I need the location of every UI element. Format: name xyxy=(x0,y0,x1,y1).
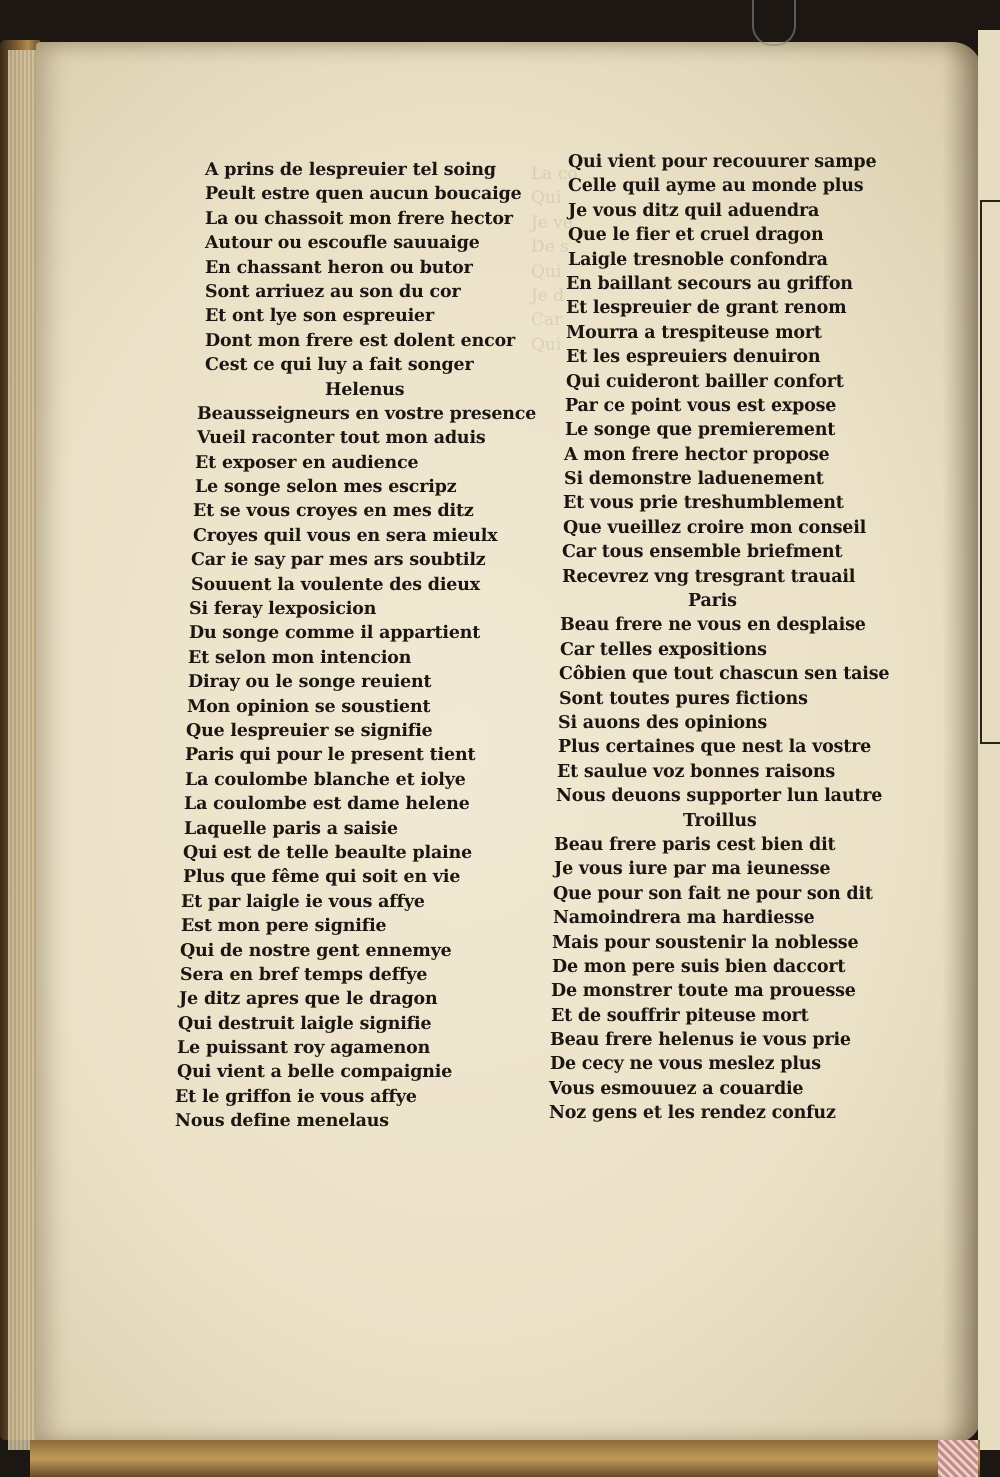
verse-line: De mon pere suis bien daccort xyxy=(552,956,846,977)
verse-line: Beau frere helenus ie vous prie xyxy=(550,1030,851,1051)
clip-marker xyxy=(752,0,796,46)
verse-line: Le puissant roy agamenon xyxy=(176,1038,431,1059)
headband-ribbon xyxy=(938,1440,978,1477)
verse-line: Et selon mon intencion xyxy=(187,647,412,668)
verse-line: Et ont lye son espreuier xyxy=(204,306,435,327)
verse-line: Beausseigneurs en vostre presence xyxy=(196,403,537,424)
left-text-column xyxy=(174,158,537,1134)
verse-line: Le songe selon mes escripz xyxy=(194,477,457,498)
verse-line: Si auons des opinions xyxy=(558,712,768,733)
verse-line: Nous deuons supporter lun lautre xyxy=(556,786,883,807)
verse-line: La coulombe blanche et iolye xyxy=(184,769,466,790)
verse-line: Qui cuideront bailler confort xyxy=(566,371,844,392)
verse-line: Je vous iure par ma ieunesse xyxy=(554,859,831,880)
verse-line: Vueil raconter tout mon aduis xyxy=(196,428,486,449)
verse-line: Plus que fême qui soit en vie xyxy=(182,867,461,888)
verse-line: Et de souffrir piteuse mort xyxy=(551,1005,809,1026)
verse-line: Mourra a trespiteuse mort xyxy=(566,322,822,343)
verse-line: Croyes quil vous en sera mieulx xyxy=(192,525,498,546)
verse-line: Par ce point vous est expose xyxy=(565,395,837,416)
verse-line: Et vous prie treshumblement xyxy=(563,493,844,514)
verse-line: Laquelle paris a saisie xyxy=(183,818,399,839)
verse-line: Qui vient a belle compaignie xyxy=(176,1062,453,1083)
verse-line: Du songe comme il appartient xyxy=(188,623,481,644)
verse-line: Si demonstre laduenement xyxy=(564,469,824,490)
verse-line: Qui de nostre gent ennemye xyxy=(179,940,452,961)
verse-line: De cecy ne vous meslez plus xyxy=(550,1054,821,1075)
book-bottom-edge xyxy=(30,1440,980,1477)
verse-line: Autour ou escoufle sauuaige xyxy=(204,233,480,254)
verse-line: Que lespreuier se signifie xyxy=(185,720,433,741)
verse-line: Et se vous croyes en mes ditz xyxy=(192,501,474,522)
verse-line: Sont toutes pures fictions xyxy=(559,688,808,709)
verse-line: Et le griffon ie vous affye xyxy=(174,1086,417,1107)
verse-line: Laigle tresnoble confondra xyxy=(568,249,828,270)
verse-line: Namoindrera ma hardiesse xyxy=(553,908,815,929)
verse-line: Plus certaines que nest la vostre xyxy=(558,737,872,758)
verse-line: Beau frere ne vous en desplaise xyxy=(560,615,866,636)
verse-line: Que vueillez croire mon conseil xyxy=(563,517,867,538)
verse-line: Mais pour soustenir la noblesse xyxy=(552,932,859,953)
verse-line: Côbien que tout chascun sen taise xyxy=(559,664,890,685)
verse-line: Si feray lexposicion xyxy=(188,599,377,620)
speaker-heading: Helenus xyxy=(324,379,405,400)
verse-line: Sont arriuez au son du cor xyxy=(204,281,461,302)
speaker-heading: Troillus xyxy=(683,810,757,831)
verse-line: Diray ou le songe reuient xyxy=(187,672,432,693)
verse-line: Je vous ditz quil aduendra xyxy=(568,200,820,221)
verse-line: Que pour son fait ne pour son dit xyxy=(553,883,873,904)
verse-line: Et les espreuiers denuiron xyxy=(566,347,821,368)
verse-line: Et saulue voz bonnes raisons xyxy=(557,761,836,782)
verse-line: Dont mon frere est dolent encor xyxy=(204,330,516,351)
verse-line: A mon frere hector propose xyxy=(564,444,830,465)
verse-line: Cest ce qui luy a fait songer xyxy=(204,355,474,376)
woodcut-frame xyxy=(980,200,1000,744)
verse-line: La coulombe est dame helene xyxy=(183,794,470,815)
verse-line: Je ditz apres que le dragon xyxy=(178,989,438,1010)
verse-line: Sera en bref temps deffye xyxy=(179,964,428,985)
verse-line: Et par laigle ie vous affye xyxy=(180,891,426,912)
verse-line: De monstrer toute ma prouesse xyxy=(551,981,856,1002)
show-through-text: La co Qui Je ve De s Qui Je d Car Qui xyxy=(531,164,578,355)
verse-line: Qui est de telle beaulte plaine xyxy=(182,842,473,863)
verse-line: Qui vient pour recouurer sampe xyxy=(568,152,877,172)
verse-line: Vous esmouuez a couardie xyxy=(549,1078,804,1099)
verse-line: En baillant secours au griffon xyxy=(566,273,853,294)
verse-line: Est mon pere signifie xyxy=(180,916,387,937)
verse-line: Souuent la voulente des dieux xyxy=(190,574,481,595)
verse-line: Et lespreuier de grant renom xyxy=(566,298,847,319)
verse-line: Noz gens et les rendez confuz xyxy=(549,1103,836,1124)
verse-line: Car ie say par mes ars soubtilz xyxy=(190,550,486,571)
verse-line: La ou chassoit mon frere hector xyxy=(204,208,513,229)
verse-line: Beau frere paris cest bien dit xyxy=(554,834,836,855)
verse-line: A prins de lespreuier tel soing xyxy=(204,160,497,180)
verse-line: En chassant heron ou butor xyxy=(204,257,473,278)
verse-line: Le songe que premierement xyxy=(565,420,836,441)
verse-line: Celle quil ayme au monde plus xyxy=(568,176,864,197)
verse-line: Qui destruit laigle signifie xyxy=(177,1013,432,1034)
gutter-shadow xyxy=(942,42,982,1444)
verse-line: Paris qui pour le present tient xyxy=(184,745,476,766)
verse-line: Que le fier et cruel dragon xyxy=(568,225,824,246)
speaker-heading: Paris xyxy=(688,591,737,612)
verse-line: Et exposer en audience xyxy=(194,452,419,473)
verse-line: Peult estre quen aucun boucaige xyxy=(204,184,522,205)
verse-line: Recevrez vng tresgrant trauail xyxy=(562,566,856,587)
verse-line: Mon opinion se soustient xyxy=(186,696,431,717)
verse-line: Car telles expositions xyxy=(560,639,767,660)
facing-page-edge xyxy=(978,30,1000,1450)
verse-line: Nous define menelaus xyxy=(174,1111,390,1132)
verse-line: Car tous ensemble briefment xyxy=(562,542,843,563)
